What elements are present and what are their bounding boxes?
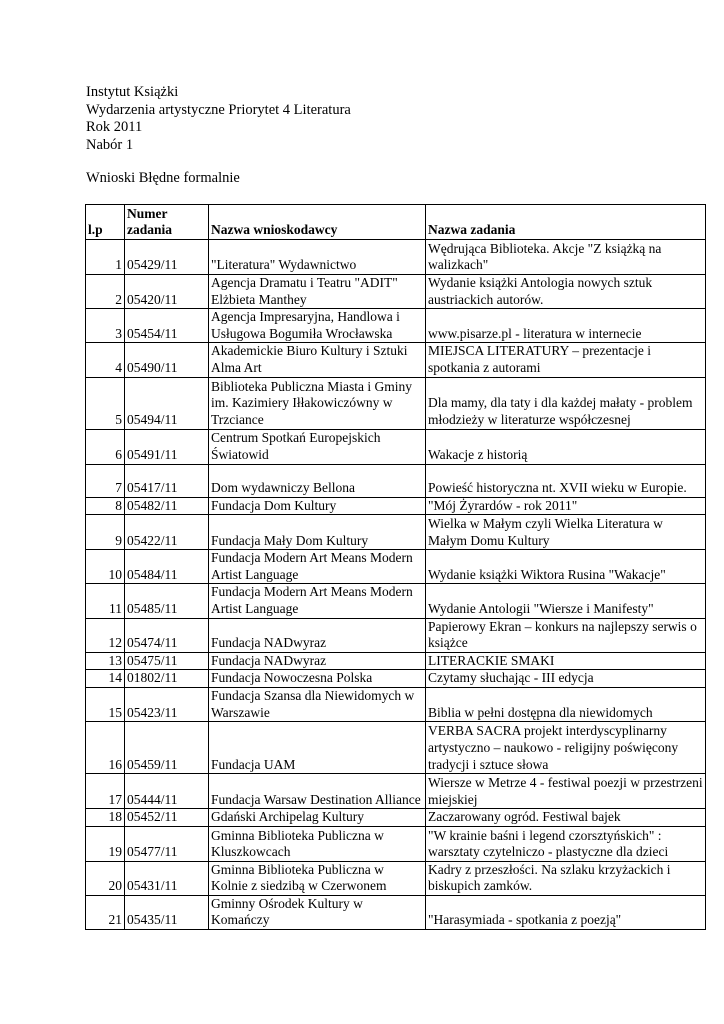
row-task: "W krainie baśni i legend czorsztyńskich" : warsztaty czytelniczo - plastyczne dla dzieci	[426, 826, 706, 861]
row-task: Kadry z przeszłości. Na szlaku krzyżackich i biskupich zamków.	[426, 861, 706, 895]
row-applicant: Akademickie Biuro Kultury i Sztuki Alma Art	[209, 343, 426, 377]
row-applicant: Centrum Spotkań Europejskich Światowid	[209, 429, 426, 464]
row-applicant: "Literatura" Wydawnictwo	[209, 240, 426, 275]
row-applicant: Fundacja Warsaw Destination Alliance	[209, 774, 426, 809]
row-task: Wakacje z historią	[426, 429, 706, 464]
row-lp: 9	[86, 515, 125, 550]
row-lp: 4	[86, 343, 125, 377]
row-applicant: Agencja Impresaryjna, Handlowa i Usługowa Bogumiła Wrocławska	[209, 309, 426, 343]
table-row	[86, 275, 706, 309]
row-number: 05477/11	[125, 826, 209, 861]
row-task: VERBA SACRA projekt interdyscyplinarny artystyczno – naukowo - religijny poświęcony tradycji i sztuce słowa	[426, 722, 706, 774]
row-lp: 11	[86, 584, 125, 618]
row-number: 05452/11	[125, 809, 209, 827]
row-lp: 8	[86, 497, 125, 515]
table-row	[86, 670, 706, 688]
row-lp: 2	[86, 275, 125, 309]
row-task: Biblia w pełni dostępna dla niewidomych	[426, 687, 706, 721]
document-header	[86, 84, 351, 154]
row-number: 05429/11	[125, 240, 209, 275]
table-row	[86, 309, 706, 343]
row-number: 05444/11	[125, 774, 209, 809]
row-lp: 3	[86, 309, 125, 343]
row-lp: 14	[86, 670, 125, 688]
row-task: Czytamy słuchając - III edycja	[426, 670, 706, 688]
row-task: Wielka w Małym czyli Wielka Literatura w Małym Domu Kultury	[426, 515, 706, 550]
row-number: 05423/11	[125, 687, 209, 721]
row-applicant: Fundacja Modern Art Means Modern Artist Language	[209, 584, 426, 618]
row-number: 05485/11	[125, 584, 209, 618]
row-task: Wydanie książki Wiktora Rusina "Wakacje"	[426, 550, 706, 584]
table-row	[86, 240, 706, 275]
row-lp: 12	[86, 618, 125, 652]
row-number: 05420/11	[125, 275, 209, 309]
row-task: Wiersze w Metrze 4 - festiwal poezji w przestrzeni miejskiej	[426, 774, 706, 809]
row-number: 05491/11	[125, 429, 209, 464]
row-number: 05431/11	[125, 861, 209, 895]
table-row	[86, 429, 706, 464]
row-applicant: Gminna Biblioteka Publiczna w Kluszkowcach	[209, 826, 426, 861]
row-lp: 19	[86, 826, 125, 861]
table-header-row	[86, 205, 706, 240]
row-number: 05494/11	[125, 377, 209, 429]
table-row	[86, 464, 706, 497]
column-header-task: Nazwa zadania	[426, 205, 706, 240]
row-applicant: Fundacja NADwyraz	[209, 652, 426, 670]
call-line: Nabór 1	[86, 136, 134, 153]
table-row	[86, 550, 706, 584]
table-row	[86, 774, 706, 809]
row-number: 05484/11	[125, 550, 209, 584]
row-number: 05475/11	[125, 652, 209, 670]
row-number: 05482/11	[125, 497, 209, 515]
row-task: www.pisarze.pl - literatura w internecie	[426, 309, 706, 343]
table-row	[86, 497, 706, 515]
row-applicant: Fundacja Nowoczesna Polska	[209, 670, 426, 688]
row-applicant: Gdański Archipelag Kultury	[209, 809, 426, 827]
column-header-number: Numer zadania	[125, 205, 209, 240]
row-task: LITERACKIE SMAKI	[426, 652, 706, 670]
row-applicant: Fundacja Szansa dla Niewidomych w Warszawie	[209, 687, 426, 721]
program-title: Wydarzenia artystyczne Priorytet 4 Literatura	[86, 101, 351, 118]
row-task: "Mój Żyrardów - rok 2011"	[426, 497, 706, 515]
row-lp: 21	[86, 895, 125, 929]
table-row	[86, 809, 706, 827]
table-row	[86, 377, 706, 429]
column-header-lp: l.p	[86, 205, 125, 240]
row-applicant: Fundacja NADwyraz	[209, 618, 426, 652]
row-task: Dla mamy, dla taty i dla każdej małaty - problem młodzieży w literaturze współczesnej	[426, 377, 706, 429]
row-lp: 1	[86, 240, 125, 275]
table-row	[86, 515, 706, 550]
row-lp: 16	[86, 722, 125, 774]
row-lp: 5	[86, 377, 125, 429]
row-applicant: Fundacja Modern Art Means Modern Artist Language	[209, 550, 426, 584]
row-lp: 17	[86, 774, 125, 809]
table-row	[86, 687, 706, 721]
row-task: MIEJSCA LITERATURY – prezentacje i spotkania z autorami	[426, 343, 706, 377]
table-row	[86, 861, 706, 895]
row-lp: 18	[86, 809, 125, 827]
row-number: 05474/11	[125, 618, 209, 652]
table-row	[86, 652, 706, 670]
row-task: Powieść historyczna nt. XVII wieku w Europie.	[426, 464, 706, 497]
table-row	[86, 618, 706, 652]
row-applicant: Biblioteka Publiczna Miasta i Gminy im. Kazimiery Iłłakowiczówny w Trzciance	[209, 377, 426, 429]
row-applicant: Gminny Ośrodek Kultury w Komańczy	[209, 895, 426, 929]
table-row	[86, 895, 706, 929]
row-lp: 20	[86, 861, 125, 895]
row-number: 05417/11	[125, 464, 209, 497]
row-number: 05490/11	[125, 343, 209, 377]
row-lp: 10	[86, 550, 125, 584]
row-lp: 15	[86, 687, 125, 721]
year-line: Rok 2011	[86, 119, 143, 135]
row-task: Wydanie Antologii "Wiersze i Manifesty"	[426, 584, 706, 618]
row-task: "Harasymiada - spotkania z poezją"	[426, 895, 706, 929]
row-task: Wydanie książki Antologia nowych sztuk austriackich autorów.	[426, 275, 706, 309]
institution-name: Instytut Książki	[86, 84, 179, 100]
row-number: 05422/11	[125, 515, 209, 550]
table-row	[86, 584, 706, 618]
row-number: 01802/11	[125, 670, 209, 688]
row-applicant: Agencja Dramatu i Teatru "ADIT" Elżbieta Manthey	[209, 275, 426, 309]
row-number: 05435/11	[125, 895, 209, 929]
row-applicant: Fundacja Mały Dom Kultury	[209, 515, 426, 550]
row-applicant: Fundacja Dom Kultury	[209, 497, 426, 515]
section-title: Wnioski Błędne formalnie	[86, 170, 240, 186]
row-task: Zaczarowany ogród. Festiwal bajek	[426, 809, 706, 827]
row-lp: 7	[86, 464, 125, 497]
table-row	[86, 343, 706, 377]
row-task: Wędrująca Biblioteka. Akcje "Z książką na walizkach"	[426, 240, 706, 275]
table-row	[86, 826, 706, 861]
row-number: 05459/11	[125, 722, 209, 774]
row-applicant: Gminna Biblioteka Publiczna w Kolnie z siedzibą w Czerwonem	[209, 861, 426, 895]
column-header-applicant: Nazwa wnioskodawcy	[209, 205, 426, 240]
table-row	[86, 722, 706, 774]
row-task: Papierowy Ekran – konkurs na najlepszy serwis o książce	[426, 618, 706, 652]
row-applicant: Fundacja UAM	[209, 722, 426, 774]
applications-table	[85, 204, 706, 930]
row-lp: 6	[86, 429, 125, 464]
row-lp: 13	[86, 652, 125, 670]
row-applicant: Dom wydawniczy Bellona	[209, 464, 426, 497]
row-number: 05454/11	[125, 309, 209, 343]
